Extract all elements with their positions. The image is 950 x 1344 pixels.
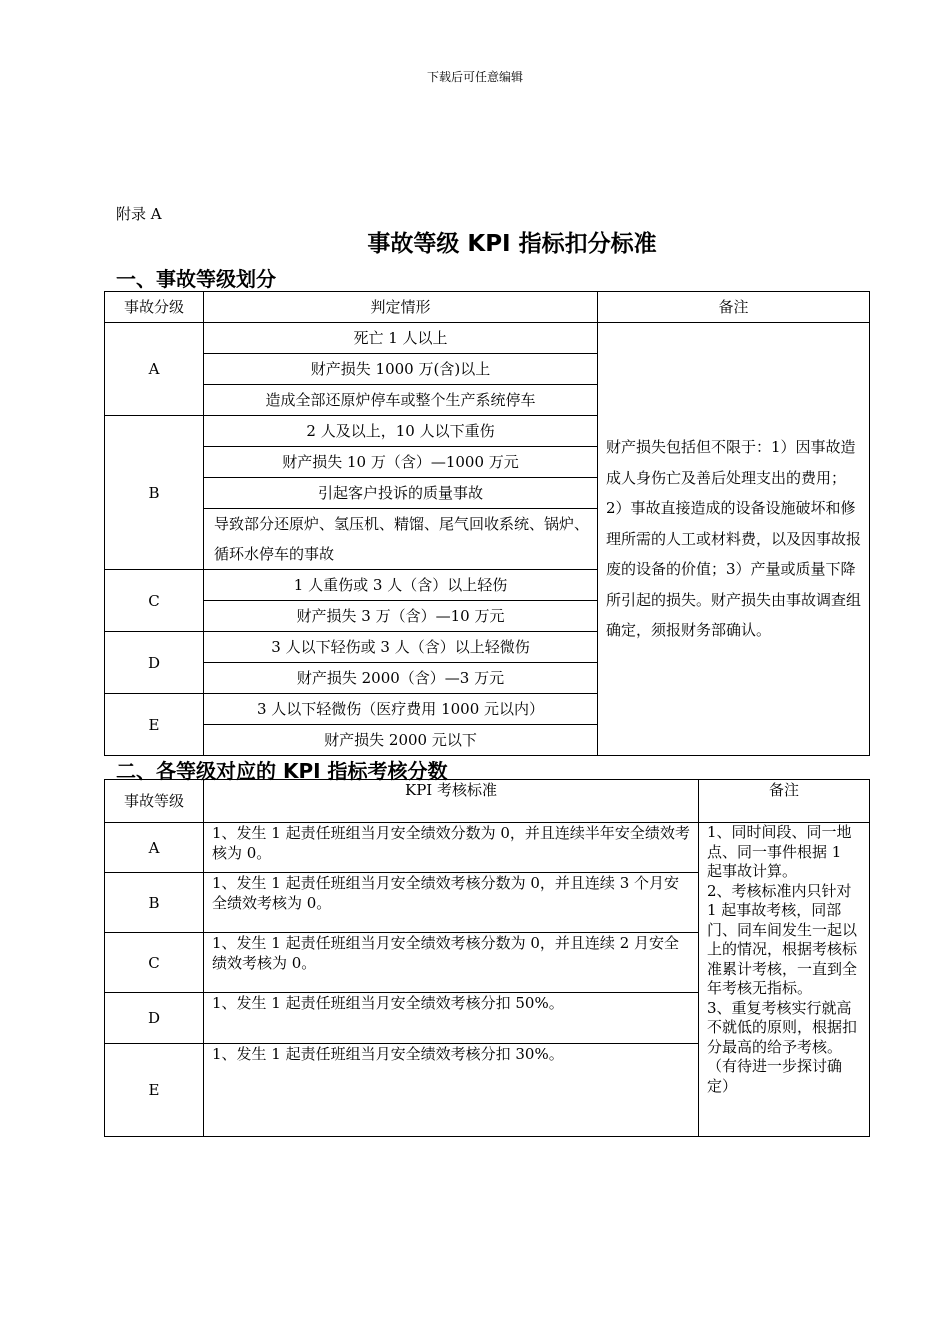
section2-title: 二、各等级对应的 KPI 指标考核分数 xyxy=(116,759,448,783)
accident-level-table xyxy=(104,291,870,756)
criteria-cell: 造成全部还原炉停车或整个生产系统停车 xyxy=(204,385,598,416)
header-standard: KPI 考核标准 xyxy=(204,780,699,823)
level-cell: E xyxy=(105,694,204,756)
kpi-notes-cell xyxy=(699,823,870,1137)
kpi-score-table xyxy=(104,779,870,1137)
criteria-cell: 3 人以下轻伤或 3 人（含）以上轻微伤 xyxy=(204,632,598,663)
level-cell: A xyxy=(105,323,204,416)
appendix-label: 附录 A xyxy=(116,205,162,223)
property-loss-note: 财产损失包括但不限于：1）因事故造成人身伤亡及善后处理支出的费用；2）事故直接造成的设备设施破坏和修理所需的人工或材料费，以及因事故报废的设备的价值；3）产量或质量下降所引起的损失。财产损失由事故调查组确定，须报财务部确认。 xyxy=(598,323,870,756)
criteria-cell: 导致部分还原炉、氢压机、精馏、尾气回收系统、锅炉、循环水停车的事故 xyxy=(204,509,598,570)
level-cell: B xyxy=(105,416,204,570)
criteria-cell: 死亡 1 人以上 xyxy=(204,323,598,354)
kpi-note-2: 2、考核标准内只针对 1 起事故考核，同部门、同车间发生一起以上的情况，根据考核标准累计考核，一直到全年考核无指标。 xyxy=(707,881,858,997)
standard-cell: 1、发生 1 起责任班组当月安全绩效分数为 0，并且连续半年安全绩效考核为 0。 xyxy=(204,823,699,873)
section1-title: 一、事故等级划分 xyxy=(116,267,276,291)
table-row xyxy=(105,823,870,873)
level-cell: B xyxy=(105,873,204,933)
criteria-cell: 财产损失 2000（含）—3 万元 xyxy=(204,663,598,694)
standard-cell: 1、发生 1 起责任班组当月安全绩效考核分扣 50%。 xyxy=(204,993,699,1044)
standard-cell: 1、发生 1 起责任班组当月安全绩效考核分数为 0，并且连续 2 月安全绩效考核为 0。 xyxy=(204,933,699,993)
level-cell: D xyxy=(105,632,204,694)
table-row xyxy=(105,323,870,354)
level-cell: C xyxy=(105,933,204,993)
kpi-note-1: 1、同时间段、同一地点、同一事件根据 1 起事故计算。 xyxy=(707,823,852,880)
criteria-cell: 3 人以下轻微伤（医疗费用 1000 元以内） xyxy=(204,694,598,725)
criteria-cell: 2 人及以上，10 人以下重伤 xyxy=(204,416,598,447)
table-header-row xyxy=(105,780,870,823)
criteria-cell: 1 人重伤或 3 人（含）以上轻伤 xyxy=(204,570,598,601)
header-note: 备注 xyxy=(699,780,870,823)
page-header-note: 下载后可任意编辑 xyxy=(426,70,523,84)
header-level: 事故分级 xyxy=(105,292,204,323)
kpi-note-3: 3、重复考核实行就高不就低的原则，根据扣分最高的给予考核。（有待进一步探讨确定） xyxy=(707,998,858,1095)
header-note: 备注 xyxy=(598,292,870,323)
standard-cell: 1、发生 1 起责任班组当月安全绩效考核分数为 0，并且连续 3 个月安全绩效考核为 0。 xyxy=(204,873,699,933)
criteria-cell: 财产损失 1000 万(含)以上 xyxy=(204,354,598,385)
document-title: 事故等级 KPI 指标扣分标准 xyxy=(367,231,657,257)
level-cell: E xyxy=(105,1044,204,1137)
level-cell: D xyxy=(105,993,204,1044)
header-level: 事故等级 xyxy=(105,780,204,823)
criteria-cell: 财产损失 3 万（含）—10 万元 xyxy=(204,601,598,632)
level-cell: C xyxy=(105,570,204,632)
standard-cell: 1、发生 1 起责任班组当月安全绩效考核分扣 30%。 xyxy=(204,1044,699,1137)
criteria-cell: 财产损失 10 万（含）—1000 万元 xyxy=(204,447,598,478)
header-criteria: 判定情形 xyxy=(204,292,598,323)
level-cell: A xyxy=(105,823,204,873)
criteria-cell: 引起客户投诉的质量事故 xyxy=(204,478,598,509)
table-header-row xyxy=(105,292,870,323)
criteria-cell: 财产损失 2000 元以下 xyxy=(204,725,598,756)
